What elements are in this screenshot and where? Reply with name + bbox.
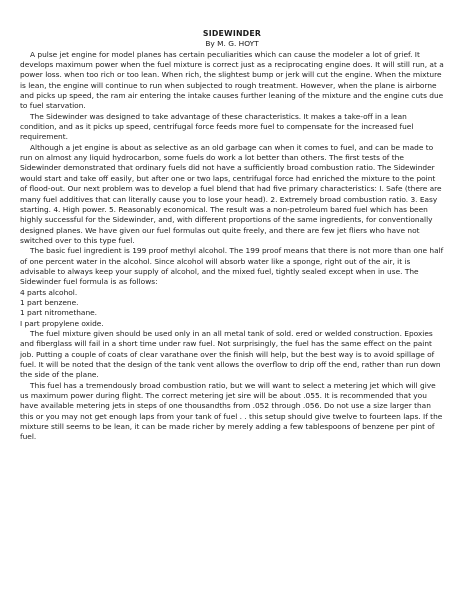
formula-line-4: I part propylene oxide.: [20, 318, 104, 328]
article: [20, 29, 444, 443]
paragraph-6: This fuel has a tremendously broad combustion ratio, but we will want to select a metering jet which will give us maximum power during flight. The correct metering jet sire will be about .055. It is recommended that you have available metering jets in steps of one thousandths from .052 through .056. Do not use a size larger than this or you may not get enough laps from your tank of fuel . . this setup should give twelve to fourteen laps. If the mixture still seems to be lean, it can be made richer by merely adding a few tablespoons of benzene per pint of fuel.: [20, 380, 443, 442]
paragraph-3: Although a jet engine is about as selective as an old garbage can when it comes to fuel, and can be made to run on almost any liquid hydrocarbon, some fuels do work a lot better than others. The first tests of the Sidewinder demonstrated that ordinary fuels did not have a sufficiently broad combustion ratio. The Sidewinder would start and take off easily, but after one or two laps, centrifugal force had enriched the mixture to the point of flood-out. Our next problem was to develop a fuel blend that had five primary characteristics: I. Safe (there are many fuel additives that can literally cause you to lose your head). 2. Extremely broad combustion ratio. 3. Easy starting. 4. High power. 5. Reasonably economical. The result was a non-petroleum bared fuel which has been highly successful for the Sidewinder, and, with different proportions of the same ingredients, for conventionally designed planes. We have given our fuel formulas out quite freely, and there are few jet fliers who have not switched over to this type fuel.: [20, 142, 442, 245]
formula-line-3: 1 part nitromethane.: [20, 308, 98, 318]
formula-line-1: 4 parts alcohol.: [20, 287, 78, 297]
paragraph-2: The Sidewinder was designed to take advantage of these characteristics. It makes a take-off in a lean condition, and as it picks up speed, centrifugal force feeds more fuel to compensate for the increased fuel requirement.: [20, 111, 414, 142]
paragraph-4: The basic fuel ingredient is 199 proof methyl alcohol. The 199 proof means that there is not more than one half of one percent water in the alcohol. Since alcohol will absorb water like a sponge, right out of the air, it is advisable to always keep your supply of alcohol, and the mixed fuel, tightly sealed except when in use. The Sidewinder fuel formula is as follows:: [20, 246, 444, 287]
paragraph-5: The fuel mixture given should be used only in an all metal tank of sold. ered or welded construction. Epoxies and fiberglass will fail in a short time under raw fuel. Not surprisingly, the fuel has the same effect on the paint job. Putting a couple of coats of clear varathane over the finish will help, but the best way is to avoid spillage of fuel. It will be noted that the design of the tank vent allows the overflow to drip off the end, rather than run down the side of the plane.: [20, 328, 441, 380]
formula-line-2: 1 part benzene.: [20, 297, 79, 307]
article-title: SIDEWINDER: [202, 29, 262, 38]
paragraph-1: A pulse jet engine for model planes has certain peculiarities which can cause the modeler a lot of grief. It develops maximum power when the fuel mixture is correct just as a reciprocating engine does. It will still run, at a power loss. when too rich or too lean. When rich, the slightest bump or jerk will cut the engine. When the mixture is lean, the engine will continue to run when subjected to rough treatment. However, when the plane is airborne and picks up speed, the ram air entering the intake causes further leaning of the mixture and the engine cuts due to fuel starvation.: [20, 49, 444, 111]
article-byline: By M. G. HOYT: [205, 39, 259, 49]
